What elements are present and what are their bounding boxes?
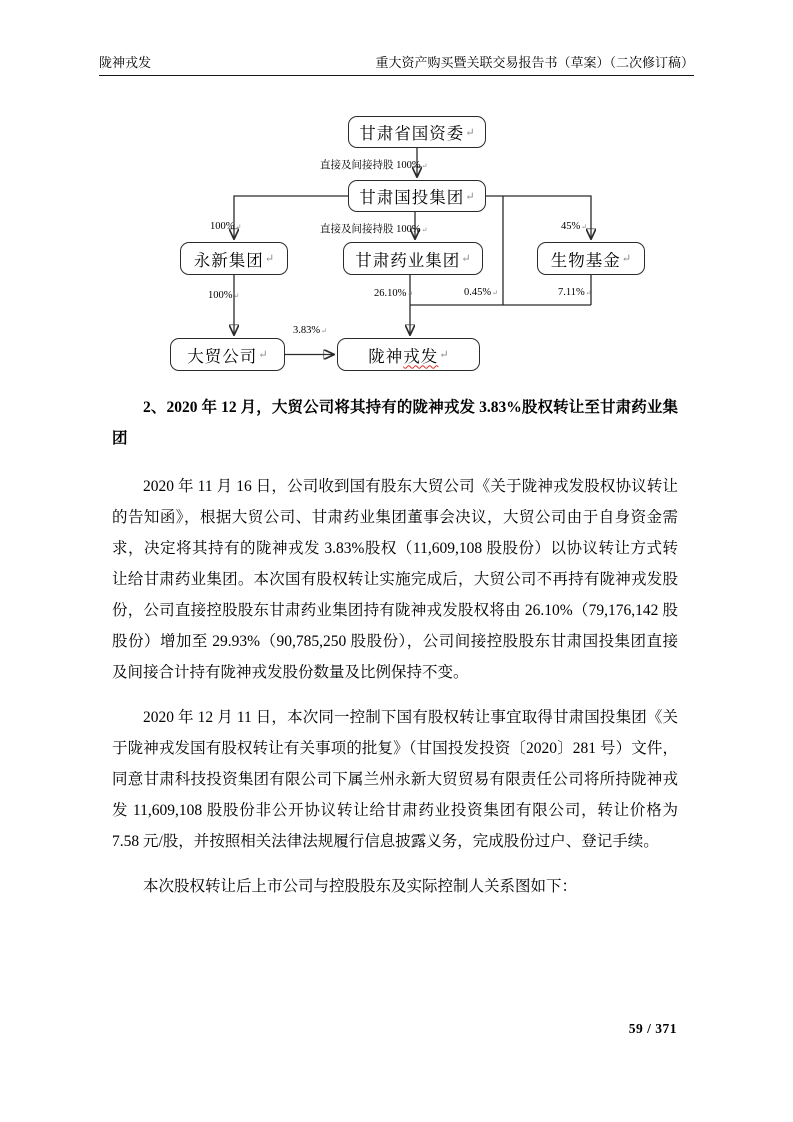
return-mark-icon: ↵ [264, 253, 275, 265]
body-paragraph-2: 2020 年 12 月 11 日，本次同一控制下国有股权转让事宜取得甘肃国投集团《关于陇神戎发国有股权转让有关事项的批复》（甘国投发投资〔2020〕281 号）文件，同意甘肃科技投资集团有限公司下属兰州永新大贸贸易有限责任公司将所持陇神戎发 11,609,108 股股份非公开协议转让给甘肃药业投资集团有限公司，转让价格为 7.58 元/股，并按照相关法律法规履行信息披露义务，完成股份过户、登记手续。 [112, 709, 678, 850]
body-paragraph-3: 本次股权转让后上市公司与控股股东及实际控制人关系图如下： [143, 878, 578, 895]
node-label-misspelled: 戎发 [403, 346, 439, 366]
return-mark-icon: ↵ [439, 349, 449, 361]
return-mark-icon: ↵ [421, 162, 428, 170]
return-mark-icon: ↵ [407, 290, 414, 298]
return-mark-icon: ↵ [421, 226, 428, 234]
node-box-longshen-rongfa [337, 338, 480, 371]
return-mark-icon: ↵ [465, 190, 475, 203]
edge-label-shengwu-longshen: 7.11%↵ [558, 287, 592, 298]
edge-label-guotou-longshen: 0.45%↵ [464, 287, 499, 298]
node-label: 甘肃省国资委 [359, 124, 465, 143]
body-text [112, 392, 678, 916]
node-box-damao-company [170, 338, 285, 371]
edge-label-guotou-yaoye: 直接及间接持股 100%↵ [320, 224, 428, 235]
node-label: 大贸公司 [187, 346, 258, 366]
return-mark-icon: ↵ [321, 327, 328, 335]
header-right-title: 重大资产购买暨关联交易报告书（草案）（二次修订稿） [375, 55, 694, 70]
return-mark-icon: ↵ [235, 223, 242, 231]
body-paragraph-1: 2020 年 11 月 16 日，公司收到国有股东大贸公司《关于陇神戎发股权协议转让的告知函》，根据大贸公司、甘肃药业集团董事会决议，大贸公司由于自身资金需求，决定将其持有的陇神戎发 3.83%股权（11,609,108 股股份）以协议转让方式转让给甘肃药业集团。本次国有股权转让实施完成后，大贸公司不再持有陇神戎发股份，公司直接控股股东甘肃药业集团持有陇神戎发股权将由 26.10%（79,176,142 股股份）增加至 29.93%（90,785,250 股股份），公司间接控股股东甘肃国投集团直接及间接合计持有陇神戎发股份数量及比例保持不变。 [112, 478, 678, 681]
node-label: 甘肃药业集团 [355, 250, 461, 270]
node-box-bio-fund [537, 242, 645, 275]
node-label: 陇神 [368, 346, 404, 366]
edge-label-guotou-shengwu: 45%↵ [561, 221, 588, 232]
edge-label-guotou-yongxin: 100%↵ [210, 221, 242, 232]
shareholding-diagram [0, 100, 793, 392]
return-mark-icon: ↵ [465, 126, 475, 139]
return-mark-icon: ↵ [621, 253, 632, 265]
return-mark-icon: ↵ [581, 223, 588, 231]
page-header [99, 52, 694, 76]
edge-label-yaoye-longshen: 26.10%↵ [374, 288, 414, 299]
page-number: 59 / 371 [628, 1021, 677, 1036]
return-mark-icon: ↵ [258, 349, 268, 361]
node-box-yongxin-group [180, 242, 288, 275]
node-box-provincial-sasac [348, 116, 486, 148]
edge-label-sasac-guotou: 直接及间接持股 100%↵ [320, 160, 428, 171]
return-mark-icon: ↵ [233, 292, 240, 300]
edge-label-damao-longshen: 3.83%↵ [293, 325, 328, 336]
node-box-gansu-pharma-group [343, 242, 483, 275]
return-mark-icon: ↵ [492, 289, 499, 297]
node-label: 生物基金 [550, 250, 621, 270]
node-label: 永新集团 [193, 250, 264, 270]
return-mark-icon: ↵ [461, 253, 471, 265]
section-heading: 2、2020 年 12 月，大贸公司将其持有的陇神戎发 3.83%股权转让至甘肃药业集团 [112, 399, 678, 447]
header-left-title: 陇神戎发 [99, 55, 152, 70]
node-label: 甘肃国投集团 [359, 188, 465, 207]
return-mark-icon: ↵ [585, 289, 592, 297]
edge-label-yongxin-damao: 100%↵ [208, 290, 240, 301]
node-box-gansu-guotou-group [348, 180, 486, 212]
